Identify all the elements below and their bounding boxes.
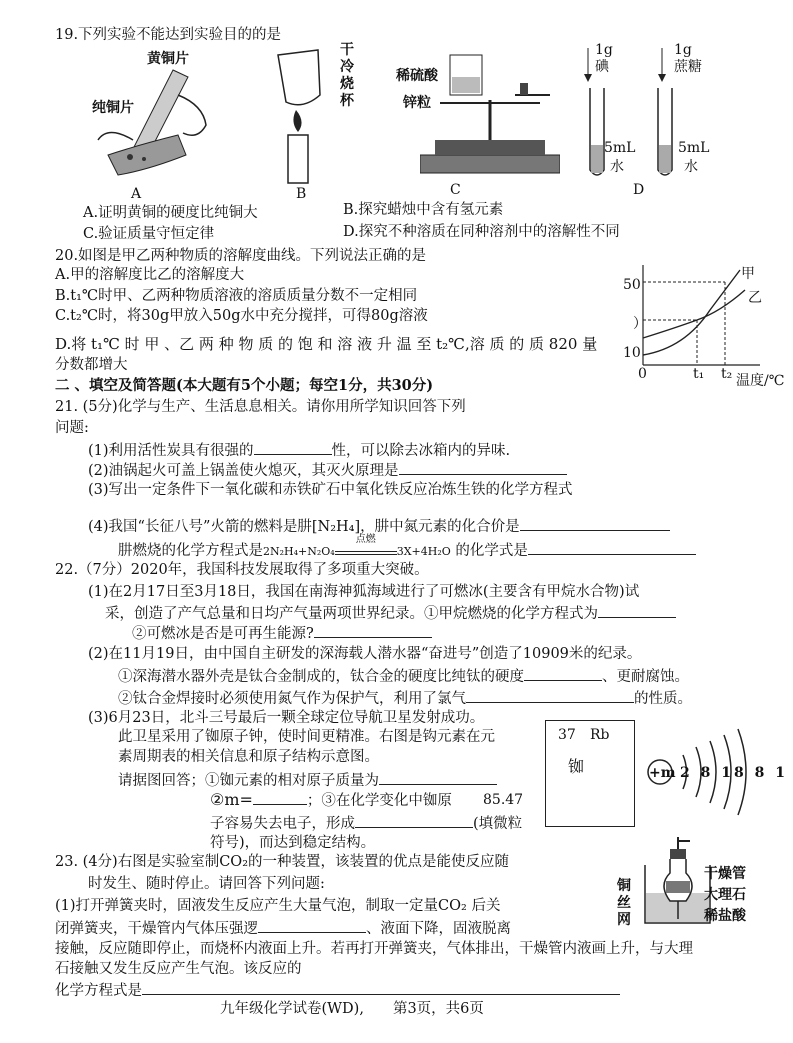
q22-part3e: ②m= ；③在化学变化中铷原 xyxy=(210,790,452,809)
q22-blank-1[interactable] xyxy=(598,603,676,618)
figure-b-candle-beaker xyxy=(268,40,338,185)
chart-y-10: 10 xyxy=(623,345,641,361)
chart-y-50: 50 xyxy=(623,277,641,293)
co2-label-drying-tube: 干燥管 xyxy=(704,866,746,882)
q22-part2b: ①深海潜水器外壳是钛合金制成的，钛合金的硬度比纯钛的硬度 、更耐腐蚀。 xyxy=(118,666,689,686)
fig-b-label-beaker: 干冷烧杯 xyxy=(340,42,354,109)
q23-line3: (1)打开弹簧夹时，固液发生反应产生大量气泡，制取一定量CO₂ 后关 xyxy=(55,898,501,914)
q23-line2: 时发生、随时停止。请回答下列问题: xyxy=(88,876,325,892)
fig-d-letter: D xyxy=(633,182,645,198)
fig-d-tube1-vol: 5mL xyxy=(604,140,636,156)
q19-option-c: C.验证质量守恒定律 xyxy=(83,226,215,242)
q20-option-d-line1: D.将 t₁℃ 时 甲 、乙 两 种 物 质 的 饱 和 溶 液 升 温 至 t₂℃,溶 质 的 质 820 量 xyxy=(55,335,598,353)
q21-blank-4b[interactable] xyxy=(528,540,696,555)
q23-blank-1[interactable] xyxy=(258,918,366,933)
fig-a-label-copper: 纯铜片 xyxy=(92,100,134,116)
q22-blank-6[interactable] xyxy=(253,790,307,805)
chart-t2: t₂ xyxy=(721,366,733,382)
q21-stem-line1: 21. (5分)化学与生产、生活息息相关。请你用所学知识回答下列 xyxy=(55,399,466,415)
fig-d-tube2-water: 水 xyxy=(684,159,698,175)
fig-b-letter: B xyxy=(296,186,307,202)
page-footer: 九年级化学试卷(WD), 第3页，共6页 xyxy=(220,1001,484,1017)
q22-blank-3[interactable] xyxy=(524,666,602,681)
co2-label-hcl: 稀盐酸 xyxy=(704,908,746,924)
q21-part4b: 肼燃烧的化学方程式是2N₂H₄+N₂O₄ 点燃 3X+4H₂O 的化学式是 xyxy=(118,540,696,561)
rb-electron-shells: 2 8 18 8 1 xyxy=(680,765,788,781)
q21-stem-line2: 问题: xyxy=(55,420,89,436)
q21-part2: (2)油锅起火可盖上锅盖使火熄灭，其灭火原理是 xyxy=(88,460,567,480)
q21-part1: (1)利用活性炭具有很强的 性，可以除去冰箱内的异味. xyxy=(88,440,510,460)
q20-option-d-line2: 分数都增大 xyxy=(55,357,128,373)
rb-atomic-mass: 85.47 xyxy=(483,792,524,808)
fig-c-letter: C xyxy=(450,182,461,198)
q21-part4a: (4)我国“长征八号”火箭的燃料是肼[N₂H₄]，肼中氮元素的化合价是 xyxy=(88,516,670,536)
q20-stem: 20.如图是甲乙两种物质的溶解度曲线。下列说法正确的是 xyxy=(55,248,427,264)
q20-option-b: B.t₁℃时甲、乙两种物质溶液的溶质质量分数不一定相同 xyxy=(55,288,418,304)
fig-d-tube2-mass: 1g xyxy=(674,42,692,58)
q20-option-a: A.甲的溶解度比乙的溶解度大 xyxy=(55,267,245,283)
q21-blank-1[interactable] xyxy=(254,440,332,455)
q22-blank-2[interactable] xyxy=(314,623,432,638)
q19-option-b: B.探究蜡烛中含有氢元素 xyxy=(343,202,504,218)
chart-x-label: 温度/℃ xyxy=(736,373,785,389)
q23-line5: 接触，反应随即停止，而烧杯内液面上升。若再打开弹簧夹，气体排出，干燥管内液画上升，与大理 xyxy=(55,941,693,957)
fig-d-tube1-mass: 1g xyxy=(595,42,613,58)
q22-part3b: 此卫星采用了铷原子钟，使时间更精准。右图是钩元素在元 xyxy=(118,729,495,745)
q19-option-d: D.探究不种溶质在同种溶剂中的溶解性不同 xyxy=(343,224,620,240)
fig-c-label-acid: 稀硫酸 xyxy=(396,68,438,84)
q22-blank-7[interactable] xyxy=(355,813,473,828)
chart-series-jia: 甲 xyxy=(741,266,755,282)
section-two-heading: 二 、填空及简答题(本大题有5个小题；每空1分，共30分) xyxy=(55,377,434,394)
co2-label-copper-mesh: 铜丝网 xyxy=(617,878,631,928)
fig-a-letter: A xyxy=(131,186,142,202)
q22-part2a: (2)在11月19日，由中国自主研发的深海载人潜水器“奋进号”创造了10909米的纪录。 xyxy=(88,646,642,662)
fig-d-tube1-water: 水 xyxy=(610,159,624,175)
q22-part3d: 请据图回答；①铷元素的相对原子质量为 xyxy=(118,770,497,790)
chart-y-mid: ） xyxy=(633,316,647,332)
chart-series-yi: 乙 xyxy=(748,290,762,306)
chart-origin: 0 xyxy=(638,366,647,382)
chart-t1: t₁ xyxy=(693,366,705,382)
q19-option-a: A.证明黄铜的硬度比纯铜大 xyxy=(83,205,258,221)
q22-stem: 22.（7分）2020年，我国科技发展取得了多项重大突破。 xyxy=(55,562,429,578)
q22-part3i: 符号)，而达到稳定结构。 xyxy=(210,835,376,851)
q22-part3a: (3)6月23日，北斗三号最后一颗全球定位导航卫星发射成功。 xyxy=(88,710,485,726)
rb-symbol: Rb xyxy=(590,727,610,743)
fig-a-label-brass: 黄铜片 xyxy=(147,51,189,67)
q23-line1: 23. (4分)右图是实验室制CO₂的一种装置，该装置的优点是能使反应随 xyxy=(55,854,510,870)
fig-c-label-zinc: 锌粒 xyxy=(403,95,431,111)
co2-label-marble: 大理石 xyxy=(704,887,746,903)
fig-d-tube2-name: 蔗糖 xyxy=(674,59,702,75)
rb-atomic-number: 37 xyxy=(558,727,576,743)
q22-blank-5[interactable] xyxy=(379,770,497,785)
fig-d-tube1-name: 碘 xyxy=(595,59,609,75)
q19-stem: 19.下列实验不能达到实验目的的是 xyxy=(55,27,282,43)
q23-line6: 石接触又发生反应产生气泡。该反应的 xyxy=(55,961,302,977)
q22-part3c: 素周期表的相关信息和原子结构示意图。 xyxy=(118,749,379,765)
q22-part1a: (1)在2月17日至3月18日，我国在南海神狐海域进行了可燃冰(主要含有甲烷水合物)试 xyxy=(88,584,640,600)
figure-c-balance xyxy=(420,45,560,180)
q21-blank-2[interactable] xyxy=(399,460,567,475)
q23-blank-2[interactable] xyxy=(142,980,620,995)
q21-part3: (3)写出一定条件下一氧化碳和赤铁矿石中氧化铁反应冶炼生铁的化学方程式 xyxy=(88,482,573,498)
rb-name: 铷 xyxy=(568,757,585,776)
q20-option-c: C.t₂℃时，将30g甲放入50g水中充分搅拌，可得80g溶液 xyxy=(55,308,428,324)
q22-part3g: 子容易失去电子，形成 (填微粒 xyxy=(210,813,522,833)
q22-part1c: ②可燃冰是否是可再生能源? xyxy=(132,623,432,643)
rb-nucleus-label: +m xyxy=(649,765,676,781)
q22-part1b: 采，创造了产气总量和日均产气量两项世界纪录。①甲烷燃烧的化学方程式为 xyxy=(105,603,676,623)
fig-d-tube2-vol: 5mL xyxy=(678,140,710,156)
q22-part2c: ②钛合金焊接时必须使用氮气作为保护气，利用了氯气 的性质。 xyxy=(118,688,692,708)
q21-blank-4a[interactable] xyxy=(520,516,670,531)
q23-line7: 化学方程式是 xyxy=(55,980,620,1000)
q23-line4: 闭弹簧夹，干燥管内气体压强逻 、液面下降，固液脱离 xyxy=(55,918,511,938)
q22-blank-4[interactable] xyxy=(466,688,634,703)
